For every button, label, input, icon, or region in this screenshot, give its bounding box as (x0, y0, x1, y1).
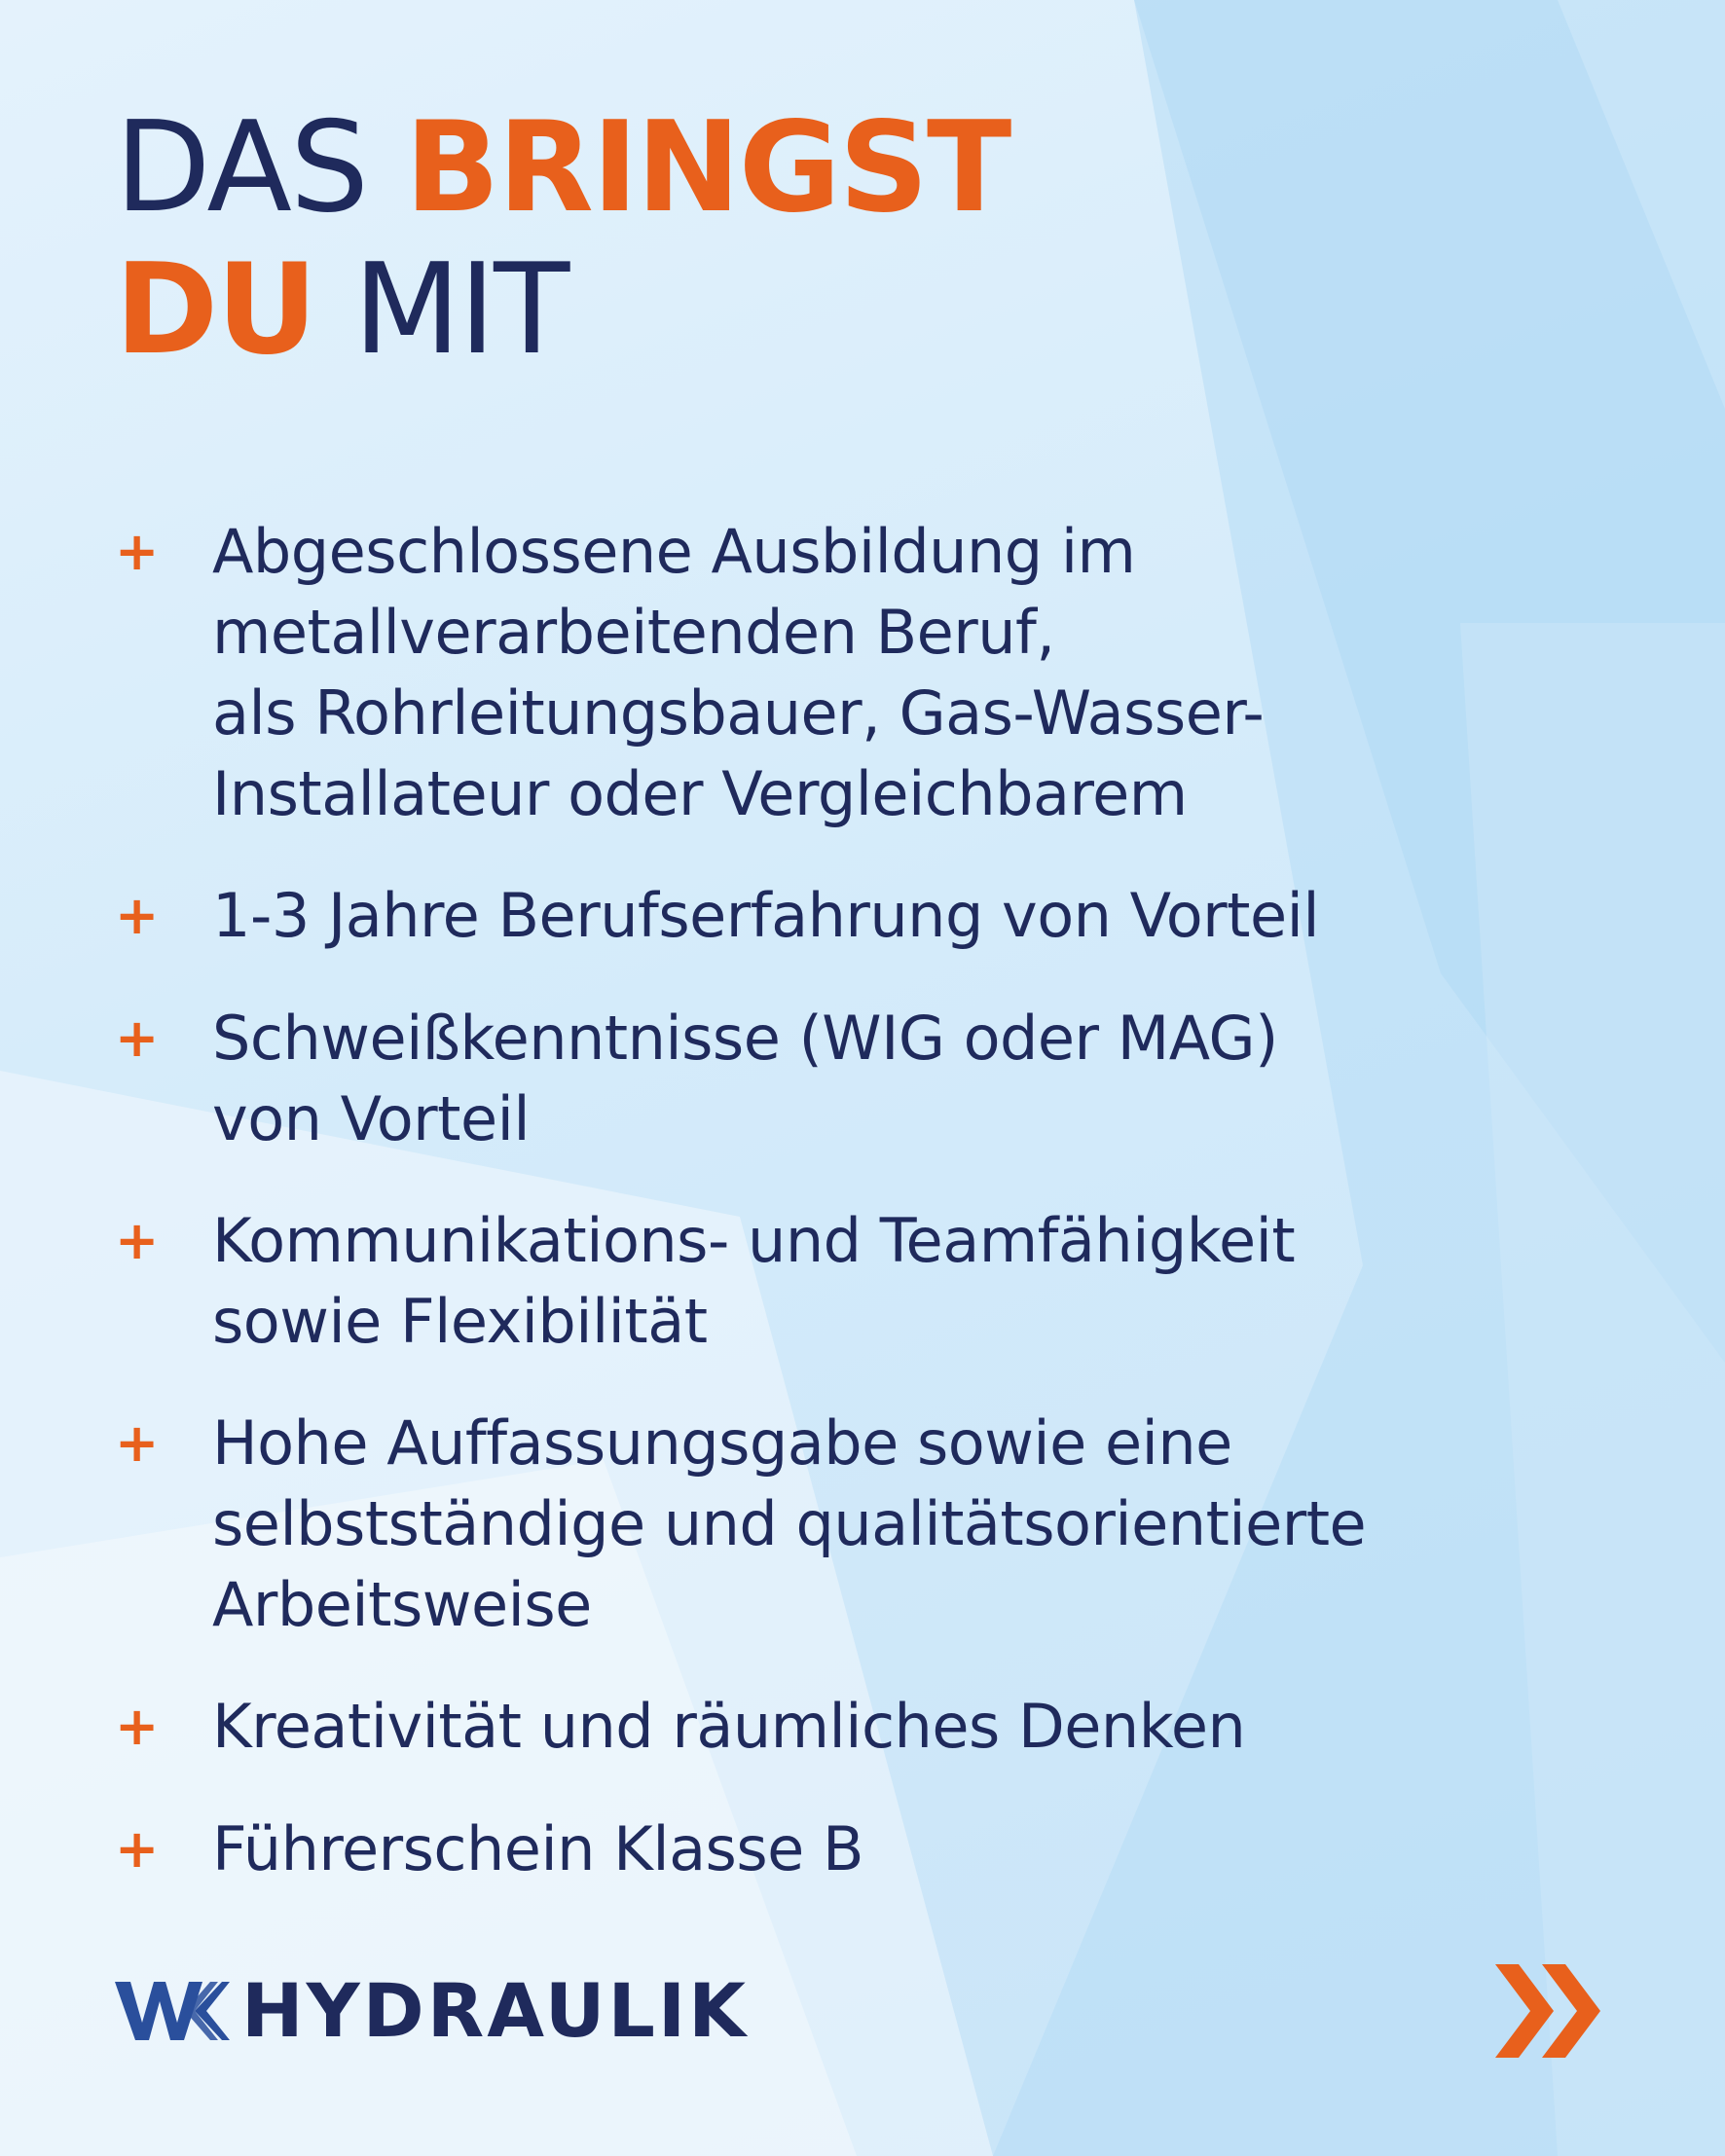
requirement-text: Führerschein Klasse B (212, 1813, 864, 1884)
headline-accent-1: BRINGST (404, 95, 1010, 240)
plus-icon: + (115, 1412, 160, 1474)
requirement-item (115, 1686, 1497, 1768)
requirement-text: Hohe Auffassungsgabe sowie eine selbstständige und qualitätsorientierte Arbeitsweise (212, 1407, 1367, 1640)
company-logo (115, 1967, 750, 2054)
requirement-text: Schweißkenntnisse (WIG oder MAG) von Vorteil (212, 1003, 1278, 1154)
requirement-item (115, 1809, 1497, 1890)
plus-icon: + (115, 1007, 160, 1069)
double-chevron-right-icon[interactable] (1495, 1964, 1612, 2058)
requirement-text: Kreativität und räumliches Denken (212, 1691, 1246, 1762)
requirement-item (115, 1403, 1497, 1645)
plus-icon: + (115, 1696, 160, 1757)
requirement-text: Abgeschlossene Ausbildung im metallverarbeitenden Beruf, als Rohrleitungsbauer, Gas-Wasser- Installateur oder Vergleichbarem (212, 516, 1265, 829)
headline-accent-2: DU (115, 238, 316, 383)
requirements-list (115, 511, 1497, 1931)
requirement-item (115, 511, 1497, 834)
plus-icon: + (115, 521, 160, 582)
wk-logo-icon (115, 1978, 230, 2044)
headline-line-2 (115, 239, 1009, 382)
headline-plain-1: DAS (115, 95, 405, 240)
requirement-item (115, 875, 1497, 957)
logo-wordmark: HYDRAULIK (241, 1967, 750, 2054)
plus-icon: + (115, 1210, 160, 1271)
requirement-item (115, 1200, 1497, 1362)
headline (115, 97, 1009, 382)
requirement-text: Kommunikations- und Teamfähigkeit sowie Flexibilität (212, 1205, 1296, 1357)
plus-icon: + (115, 885, 160, 946)
headline-line-1 (115, 97, 1009, 239)
requirement-item (115, 998, 1497, 1159)
requirement-text: 1-3 Jahre Berufserfahrung von Vorteil (212, 880, 1320, 951)
headline-plain-2: MIT (315, 238, 569, 383)
plus-icon: + (115, 1818, 160, 1880)
